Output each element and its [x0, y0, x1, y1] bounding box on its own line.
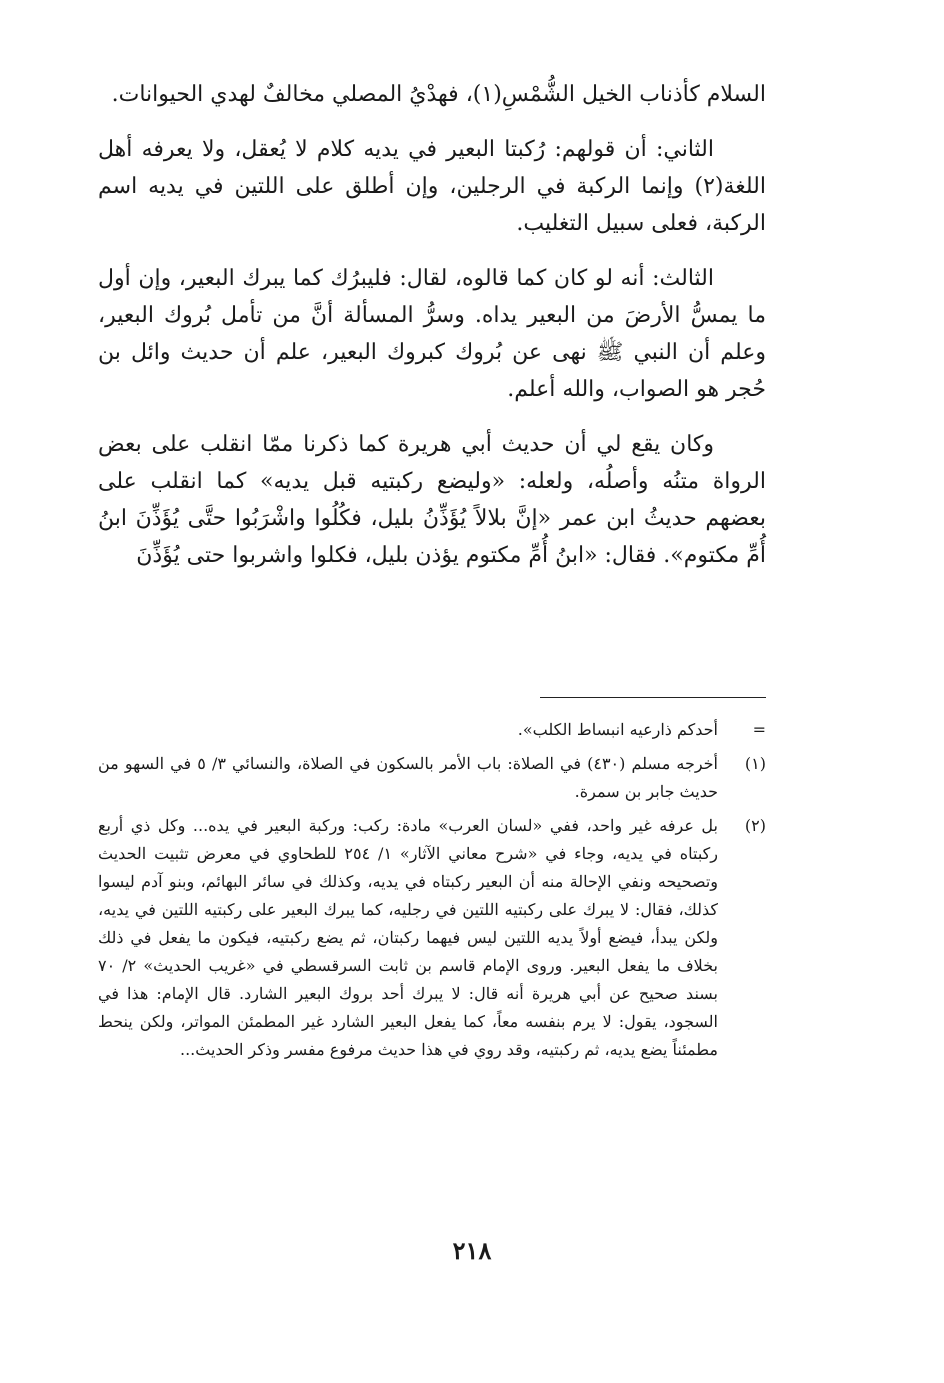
- footnote-2: [98, 812, 766, 1064]
- footnotes: [98, 716, 766, 1070]
- footnote-separator: [540, 697, 766, 698]
- footnote-marker: (١): [744, 754, 766, 773]
- main-text: [98, 76, 766, 592]
- footnote-marker: (٢): [744, 816, 766, 835]
- paragraph-second-point: الثاني: أن قولهم: رُكبتا البعير في يديه كلام لا يُعقل، ولا يعرفه أهل اللغة(٢) وإنما الركبة في الرجلين، وإن أطلق على اللتين في يديه اسم الركبة، فعلى سبيل التغليب.: [98, 137, 766, 236]
- footnote-text: أخرجه مسلم (٤٣٠) في الصلاة: باب الأمر بالسكون في الصلاة، والنسائي ٣/ ٥ في السهو من حديث جابر بن سمرة.: [98, 754, 718, 801]
- paragraph-continuation: السلام كأذناب الخيل الشُّمْسِ(١)، فهدْيُ المصلي مخالفٌ لهدي الحيوانات.: [111, 82, 766, 107]
- footnote-marker: =: [752, 720, 766, 739]
- footnote-continuation: [98, 716, 766, 744]
- footnote-text: أحدكم ذارعيه انبساط الكلب».: [517, 720, 718, 739]
- page-number: ٢١٨: [452, 1236, 492, 1265]
- footnote-1: [98, 750, 766, 806]
- footnote-text: بل عرفه غير واحد، ففي «لسان العرب» مادة: ركب: وركبة البعير في يده... وكل ذي أربع ركبتاه في يديه، وجاء في «شرح معاني الآثار» ١/ ٢٥٤ للطحاوي في معرض تثبيت الحديث وتصحيحه ونفي الإحالة منه أن البعير ركبتاه في يديه، وكذلك في سائر البهائم، وبنو آدم ليسوا كذلك، فقال: لا يبرك على ركبتيه اللتين في رجليه، كما يبرك البعير على ركبتيه اللتين في يديه، ولكن يبدأ، فيضع أولاً يديه اللتين ليس فيهما ركبتان، ثم يضع ركبتيه، فيكون ما يفعل في ذلك بخلاف ما يفعل البعير. وروى الإمام قاسم بن ثابت السرقسطي في «غريب الحديث» ٢/ ٧٠ بسند صحيح عن أبي هريرة أنه قال: لا يبرك أحد بروك البعير الشارد. قال الإمام: هذا في السجود، يقول: لا يرم بنفسه معاً، كما يفعل البعير الشارد غير المطمئن المواتر، ولكن ينحط مطمئناً يضع يديه، ثم ركبتيه، وقد روي في هذا حديث مرفوع مفسر وذكر الحديث...: [98, 816, 719, 1059]
- paragraph-third-point: الثالث: أنه لو كان كما قالوه، لقال: فليبرُك كما يبرك البعير، وإن أول ما يمسُّ الأرضَ من البعير يداه. وسرُّ المسألة أنَّ من تأمل بُروك البعير، وعلم أن النبي ﷺ نهى عن بُروك كبروك البعير، علم أن حديث وائل بن حُجر هو الصواب، والله أعلم.: [98, 266, 766, 402]
- paragraph-hadith-inversion: وكان يقع لي أن حديث أبي هريرة كما ذكرنا ممّا انقلب على بعض الرواة متنُه وأصلُه، ولعله: «وليضع ركبتيه قبل يديه» كما انقلب على بعضهم حديثُ ابن عمر «إنَّ بلالاً يُؤَذِّنُ بليل، فكُلُوا واشْرَبُوا حتَّى يُؤَذِّنَ ابنُ أُمِّ مكتوم». فقال: «ابنُ أُمِّ مكتوم يؤذن بليل، فكلوا واشربوا حتى يُؤَذِّنَ: [98, 432, 766, 568]
